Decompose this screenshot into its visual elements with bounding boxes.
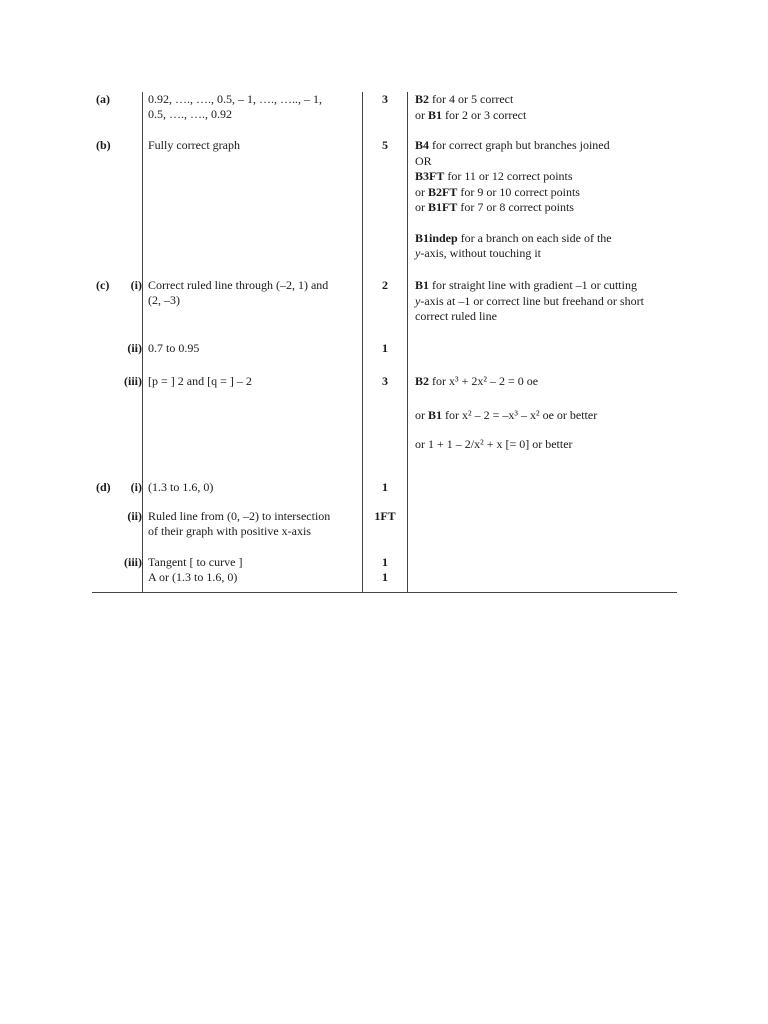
answer-cell: [148, 92, 358, 122]
guidance-line: B4 for correct graph but branches joined: [415, 138, 610, 152]
mark-cell: 5: [382, 138, 388, 152]
guidance-line: or B1 for 2 or 3 correct: [415, 107, 527, 122]
subpart-label: (i): [130, 480, 142, 494]
guidance-line: B2 for x³ + 2x² – 2 = 0 oe: [415, 374, 539, 388]
subpart-label: (iii): [124, 555, 142, 569]
column-divider-mark: [407, 92, 408, 592]
guidance-line: y-axis at –1 or correct line but freehand or short: [415, 293, 644, 308]
part-label: (b): [96, 138, 111, 152]
mark-cell: 3: [382, 92, 388, 106]
guidance-line: or 1 + 1 – 2/x² + x [= 0] or better: [415, 437, 573, 451]
answer-cell: [148, 509, 358, 539]
guidance-line: OR: [415, 153, 432, 168]
guidance-line: or B1 for x² – 2 = –x³ – x² oe or better: [415, 407, 598, 422]
part-label: (d): [96, 480, 111, 494]
answer-line: Tangent [ to curve ]: [148, 555, 243, 569]
mark-cell: 1 1: [382, 555, 388, 584]
answer-line: Fully correct graph: [148, 138, 240, 152]
answer-line: 0.7 to 0.95: [148, 341, 200, 355]
guidance-line: y-axis, without touching it: [415, 246, 541, 260]
answer-line: A or (1.3 to 1.6, 0): [148, 570, 238, 584]
answer-cell: [148, 278, 358, 308]
mark-cell: 1: [382, 480, 388, 494]
answer-cell: [148, 374, 358, 389]
answer-line: (1.3 to 1.6, 0): [148, 480, 214, 494]
mark-cell: 1FT: [374, 509, 396, 523]
guidance-cell: [415, 278, 675, 325]
guidance-cell: [415, 374, 675, 453]
answer-line: 0.92, …., …., 0.5, – 1, …., ….., – 1,: [148, 92, 322, 106]
guidance-line: or B2FT for 9 or 10 correct points: [415, 184, 580, 199]
column-divider-part: [142, 92, 143, 592]
guidance-line: B2 for 4 or 5 correct: [415, 92, 514, 106]
answer-cell: [148, 480, 358, 495]
subpart-label: (ii): [127, 341, 142, 355]
part-label: (c): [96, 278, 110, 292]
answer-line: Ruled line from (0, –2) to intersection: [148, 509, 331, 523]
guidance-line: B1 for straight line with gradient –1 or cutting: [415, 278, 637, 292]
guidance-line: B1indep for a branch on each side of the: [415, 230, 612, 245]
mark-cell: 1: [382, 341, 388, 355]
subpart-label: (iii): [124, 374, 142, 388]
guidance-line: B3FT for 11 or 12 correct points: [415, 169, 573, 183]
subpart-label: (i): [130, 278, 142, 292]
guidance-line: or B1FT for 7 or 8 correct points: [415, 200, 574, 214]
guidance-line: correct ruled line: [415, 309, 497, 323]
answer-line: Correct ruled line through (–2, 1) and: [148, 278, 329, 292]
part-label: (a): [96, 92, 110, 106]
mark-cell: 3: [382, 374, 388, 388]
answer-line: [p = ] 2 and [q = ] – 2: [148, 374, 252, 388]
answer-line: (2, –3): [148, 293, 180, 307]
answer-cell: [148, 138, 358, 153]
answer-cell: [148, 555, 358, 585]
mark-cell: 2: [382, 278, 388, 292]
answer-cell: [148, 341, 358, 356]
guidance-cell: [415, 92, 675, 123]
subpart-label: (ii): [127, 509, 142, 523]
mark-scheme-table: [92, 92, 677, 593]
answer-line: of their graph with positive x-axis: [148, 524, 311, 538]
guidance-cell: [415, 138, 675, 262]
answer-line: 0.5, …., …., 0.92: [148, 107, 232, 121]
